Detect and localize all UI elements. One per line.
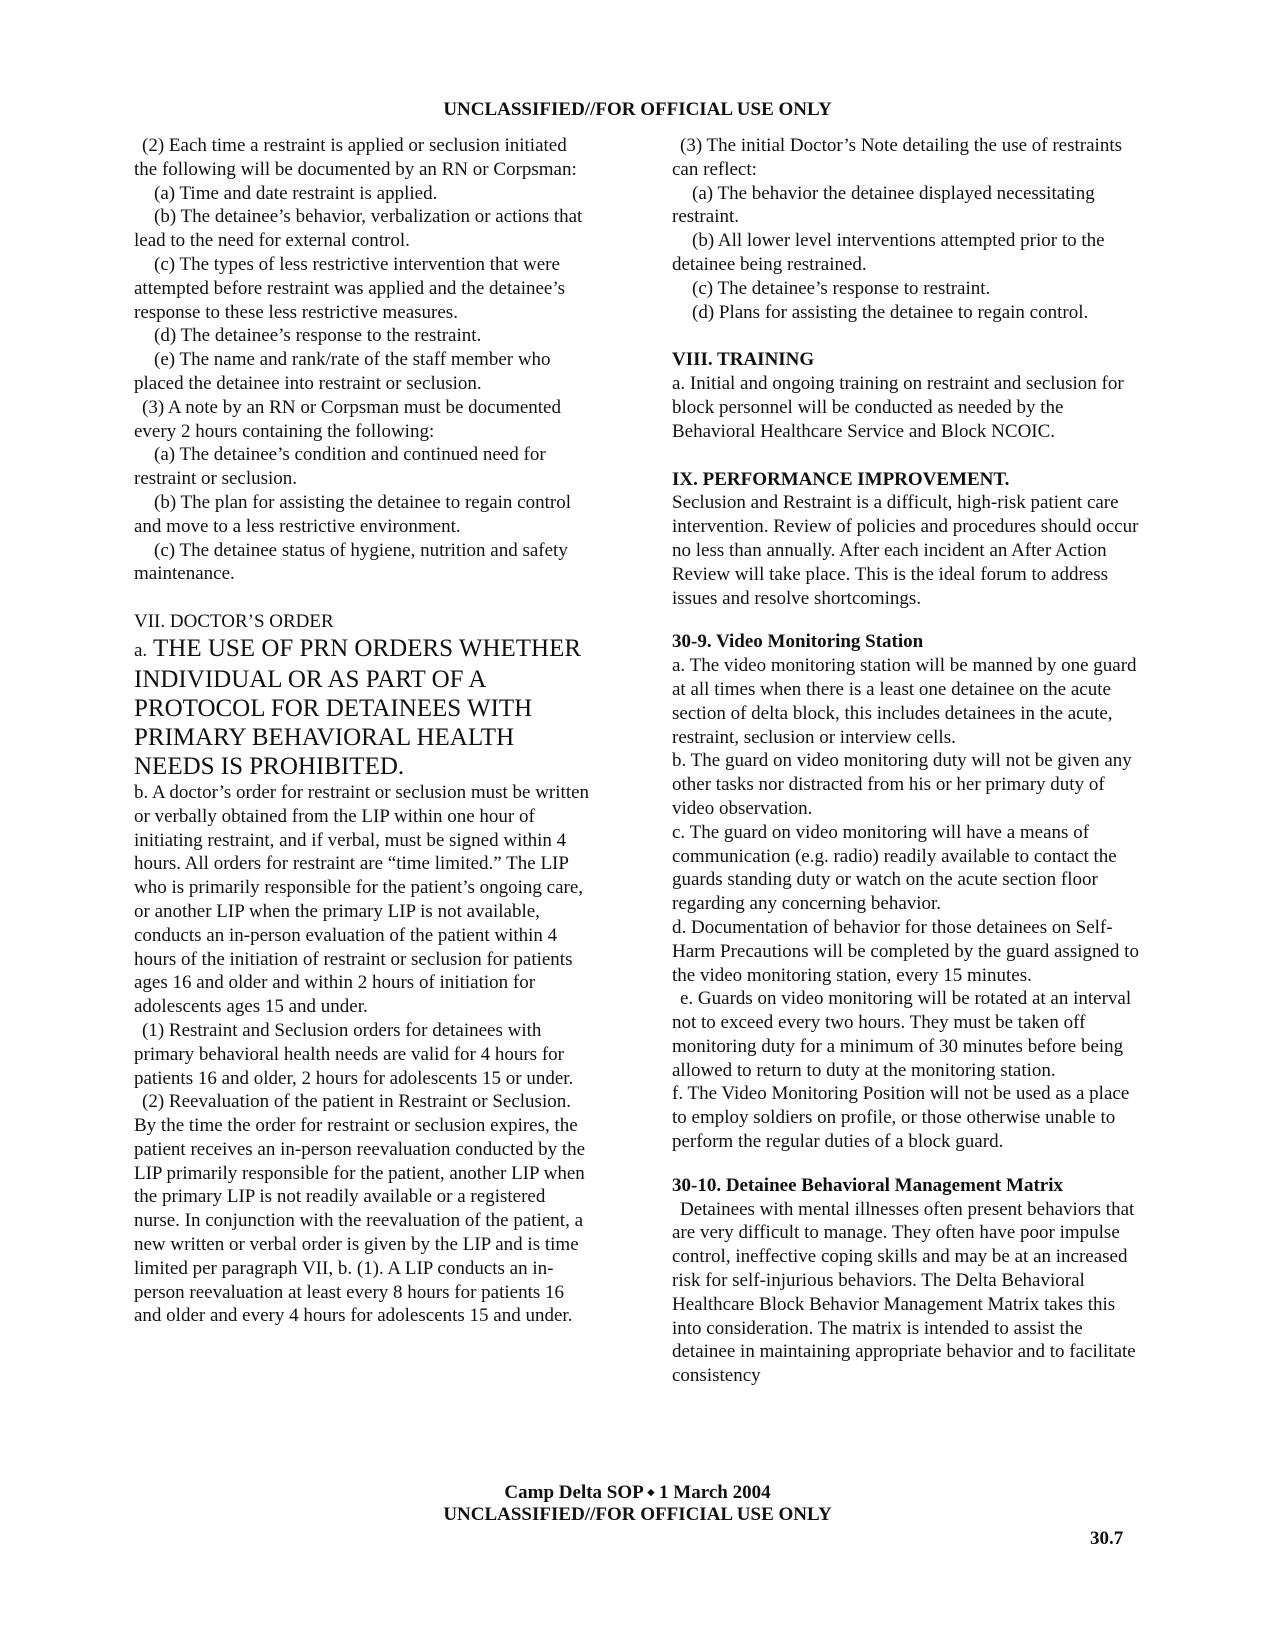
paragraph-initial-note: (3) The initial Doctor’s Note detailing the use of restraints can reflect: xyxy=(672,135,1122,180)
paragraph-video-d: d. Documentation of behavior for those detainees on Self-Harm Precautions will be completed by the guard assigned to the video monitoring station, every 15 minutes. xyxy=(672,916,1139,986)
page-number: 30.7 xyxy=(1090,1528,1124,1549)
section-title-doctors-order: VII. DOCTOR’S ORDER xyxy=(134,611,334,633)
classification-header: UNCLASSIFIED//FOR OFFICIAL USE ONLY xyxy=(443,99,832,120)
footer-sop-date: Camp Delta SOP ⬩ 1 March 2004 xyxy=(504,1482,771,1503)
item-condition: (a) The detainee’s condition and continued need for restraint or seclusion. xyxy=(134,444,546,490)
item-plan: (b) The plan for assisting the detainee to regain control and move to a less restrictive environment. xyxy=(134,491,571,537)
item-response-restraint: (c) The detainee’s response to restraint. xyxy=(692,277,991,299)
paragraph-reevaluation: (2) Reevaluation of the patient in Restraint or Seclusion. By the time the order for restraint or seclusion expires, the patient receives an in-person reevaluation conducted by the LIP primarily responsible for the patient, another LIP when the primary LIP is not readily available or a registered nurse. In conjunction with the reevaluation of the patient, a new written or verbal order is given by the LIP and is time limited per paragraph VII, b. (1). A LIP conducts an in-person reevaluation at least every 8 hours for patients 16 and older and every 4 hours for adolescents 15 and under. xyxy=(134,1091,586,1327)
footer-classification: UNCLASSIFIED//FOR OFFICIAL USE ONLY xyxy=(443,1504,832,1525)
item-lower-level: (b) All lower level interventions attempted prior to the detainee being restrained. xyxy=(672,230,1105,275)
item-response: (d) The detainee’s response to the restraint. xyxy=(154,325,482,347)
item-plans: (d) Plans for assisting the detainee to regain control. xyxy=(692,301,1089,323)
paragraph-video-b: b. The guard on video monitoring duty will not be given any other tasks nor distracted from his or her primary duty of video observation. xyxy=(672,750,1132,819)
paragraph-note-every-2-hours: (3) A note by an RN or Corpsman must be documented every 2 hours containing the following: xyxy=(134,396,561,442)
page-footer xyxy=(0,1482,1275,1526)
paragraph-doctors-order-b: b. A doctor’s order for restraint or seclusion must be written or verbally obtained from the LIP within one hour of initiating restraint, and if verbal, must be signed within 4 hours. All orders for restraint are “time limited.” The LIP who is primarily responsible for the patient’s ongoing care, or another LIP when the primary LIP is not available, conducts an in-person evaluation of the patient within 4 hours of the initiation of restraint or seclusion for patients ages 16 and older and within 2 hours of initiation for adolescents ages 15 and under. xyxy=(134,781,590,1018)
item-less-restrictive: (c) The types of less restrictive intervention that were attempted before restraint was applied and the detainee’s response to these less restrictive measures. xyxy=(134,253,566,323)
paragraph-video-e: e. Guards on video monitoring will be rotated at an interval not to exceed every two hours. They must be taken off monitoring duty for a minimum of 30 minutes before being allowed to return to duty at the monitoring station. xyxy=(672,988,1132,1081)
paragraph-performance: Seclusion and Restraint is a difficult, high-risk patient care intervention. Review of policies and procedures should occur no less than annually. After each incident an After Action Review will take place. This is the ideal forum to address issues and resolve shortcomings. xyxy=(672,492,1139,609)
paragraph-documentation: (2) Each time a restraint is applied or seclusion initiated the following will be documented by an RN or Corpsman: xyxy=(134,135,577,180)
paragraph-video-f: f. The Video Monitoring Position will not be used as a place to employ soldiers on profile, or those otherwise unable to perform the regular duties of a block guard. xyxy=(672,1083,1130,1153)
paragraph-training: a. Initial and ongoing training on restraint and seclusion for block personnel will be conducted as needed by the Behavioral Healthcare Service and Block NCOIC. xyxy=(672,373,1124,442)
item-staff-name: (e) The name and rank/rate of the staff member who placed the detainee into restraint or seclusion. xyxy=(134,349,551,394)
item-time-date: (a) Time and date restraint is applied. xyxy=(154,182,438,204)
paragraph-orders-valid: (1) Restraint and Seclusion orders for detainees with primary behavioral health needs are valid for 4 hours for patients 16 and older, 2 hours for adolescents 15 or under. xyxy=(134,1019,574,1089)
paragraph-video-a: a. The video monitoring station will be manned by one guard at all times when there is a least one detainee on the acute section of delta block, this includes detainees in the acute, restraint, seclusion or interview cells. xyxy=(672,655,1137,748)
paragraph-video-c: c. The guard on video monitoring will have a means of communication (e.g. radio) readily available to contact the guards standing duty or watch on the acute section floor regarding any concerning behavior. xyxy=(672,821,1117,915)
right-column xyxy=(672,134,1142,1388)
left-column xyxy=(134,134,594,1328)
section-title-training: VIII. TRAINING xyxy=(672,349,815,371)
item-behavior: (b) The detainee’s behavior, verbalization or actions that lead to the need for external control. xyxy=(134,206,583,252)
section-title-performance: IX. PERFORMANCE IMPROVEMENT. xyxy=(672,468,1010,490)
prn-text: THE USE OF PRN ORDERS WHETHER INDIVIDUAL OR AS PART OF A PROTOCOL FOR DETAINEES WITH PRIMARY BEHAVIORAL HEALTH NEEDS IS PROHIBITED. xyxy=(134,634,582,780)
item-behavior-displayed: (a) The behavior the detainee displayed necessitating restraint. xyxy=(672,182,1095,228)
section-title-behavioral-matrix: 30-10. Detainee Behavioral Management Matrix xyxy=(672,1174,1063,1196)
prn-prohibition xyxy=(134,634,594,781)
prn-lead: a. xyxy=(134,639,148,661)
item-hygiene: (c) The detainee status of hygiene, nutrition and safety maintenance. xyxy=(134,539,568,585)
paragraph-behavioral-matrix: Detainees with mental illnesses often present behaviors that are very difficult to manage. They often have poor impulse control, ineffective coping skills and may be at an increased risk for self-injurious behaviors. The Delta Behavioral Healthcare Block Behavior Management Matrix takes this into consideration. The matrix is intended to assist the detainee in maintaining appropriate behavior and to facilitate consistency xyxy=(672,1198,1136,1387)
section-title-video-monitoring: 30-9. Video Monitoring Station xyxy=(672,631,924,653)
